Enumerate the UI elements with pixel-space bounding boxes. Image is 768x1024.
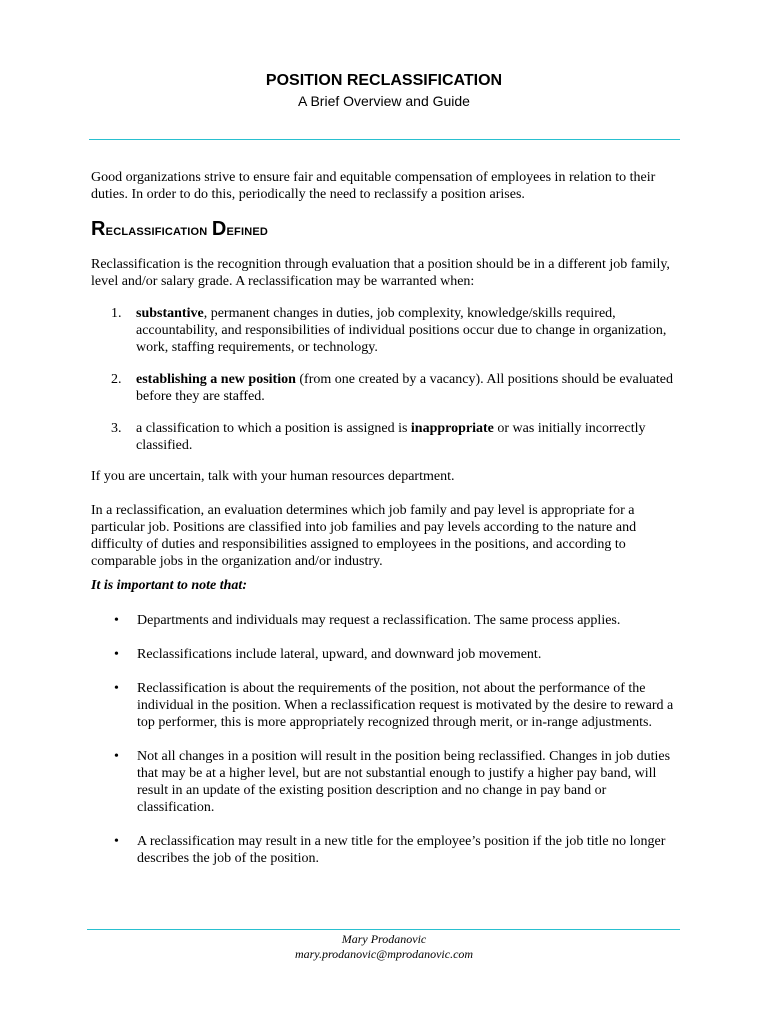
section-heading — [91, 218, 268, 241]
definition-paragraph: Reclassification is the recognition through evaluation that a position should be in a different job family, level and/or salary grade. A reclassification may be warranted when: — [91, 257, 670, 289]
heading-initial-d: D — [211, 218, 227, 240]
list-item — [91, 371, 681, 405]
notes-list — [91, 612, 681, 884]
author-email: mary.prodanovic@mprodanovic.com — [294, 947, 474, 961]
list-item — [91, 748, 681, 816]
bullet-text: Not all changes in a position will result in the position being reclassified. Changes in job duties that may be at a higher level, but are not substantial enough to justify a higher pay band, will result in an update of the existing position description and no change in pay band or classification. — [137, 749, 671, 815]
item-text-bold: establishing a new position — [136, 372, 296, 387]
conditions-list — [91, 305, 681, 454]
document-subtitle: A Brief Overview and Guide — [298, 93, 470, 109]
item-text-post: , permanent changes in duties, job complexity, knowledge/skills required, accountability, and responsibilities of individual positions occur due to change in organization, work, staffing requirements, or technology. — [136, 306, 667, 355]
item-text-bold: substantive — [136, 306, 204, 321]
uncertain-paragraph: If you are uncertain, talk with your human resources department. — [91, 469, 455, 484]
bullet-text: Reclassifications include lateral, upward, and downward job movement. — [137, 647, 542, 662]
bullet-icon: • — [114, 613, 119, 628]
note-heading: It is important to note that: — [91, 578, 247, 593]
bullet-text: Departments and individuals may request a reclassification. The same process applies. — [137, 613, 621, 628]
list-item — [91, 646, 681, 663]
author-name: Mary Prodanovic — [341, 932, 427, 946]
heading-word-reclassification: eclassification — [105, 222, 212, 239]
list-item — [91, 420, 681, 454]
bullet-text: A reclassification may result in a new title for the employee’s position if the job title no longer describes the job of the position. — [137, 834, 666, 866]
document-title: POSITION RECLASSIFICATION — [265, 72, 503, 89]
list-item — [91, 305, 681, 356]
item-text-post: (from one created by a vacancy). All positions should be evaluated before they are staffed. — [136, 372, 673, 404]
footer-divider — [87, 929, 680, 930]
intro-paragraph: Good organizations strive to ensure fair and equitable compensation of employees in relation to their duties. In order to do this, periodically the need to reclassify a position arises. — [91, 170, 656, 202]
list-number: 1. — [111, 306, 122, 321]
bullet-icon: • — [114, 647, 119, 662]
list-number: 2. — [111, 372, 122, 387]
bullet-text: Reclassification is about the requirements of the position, not about the performance of the individual in the position. When a reclassification request is motivated by the desire to reward a top performer, this is more appropriately recognized through merit, or in-range adjustments. — [137, 681, 674, 730]
bullet-icon: • — [114, 749, 119, 764]
list-item — [91, 833, 681, 867]
header-divider — [89, 139, 680, 140]
bullet-icon: • — [114, 681, 119, 696]
list-item — [91, 680, 681, 731]
footer — [0, 932, 768, 962]
item-text-pre: a classification to which a position is assigned is — [136, 421, 411, 436]
bullet-icon: • — [114, 834, 119, 849]
heading-word-defined: efined — [226, 222, 269, 239]
list-number: 3. — [111, 421, 122, 436]
item-text-bold: inappropriate — [410, 421, 494, 436]
item-text-post: or was initially incorrectly classified. — [136, 421, 646, 453]
heading-initial-r: R — [91, 218, 106, 240]
evaluation-paragraph: In a reclassification, an evaluation determines which job family and pay level is appropriate for a particular job. Positions are classified into job families and pay levels according to the nature and difficulty of duties and responsibilities assigned to employees in the positions, and according to comparable jobs in the organization and/or industry. — [91, 503, 637, 569]
list-item — [91, 612, 681, 629]
